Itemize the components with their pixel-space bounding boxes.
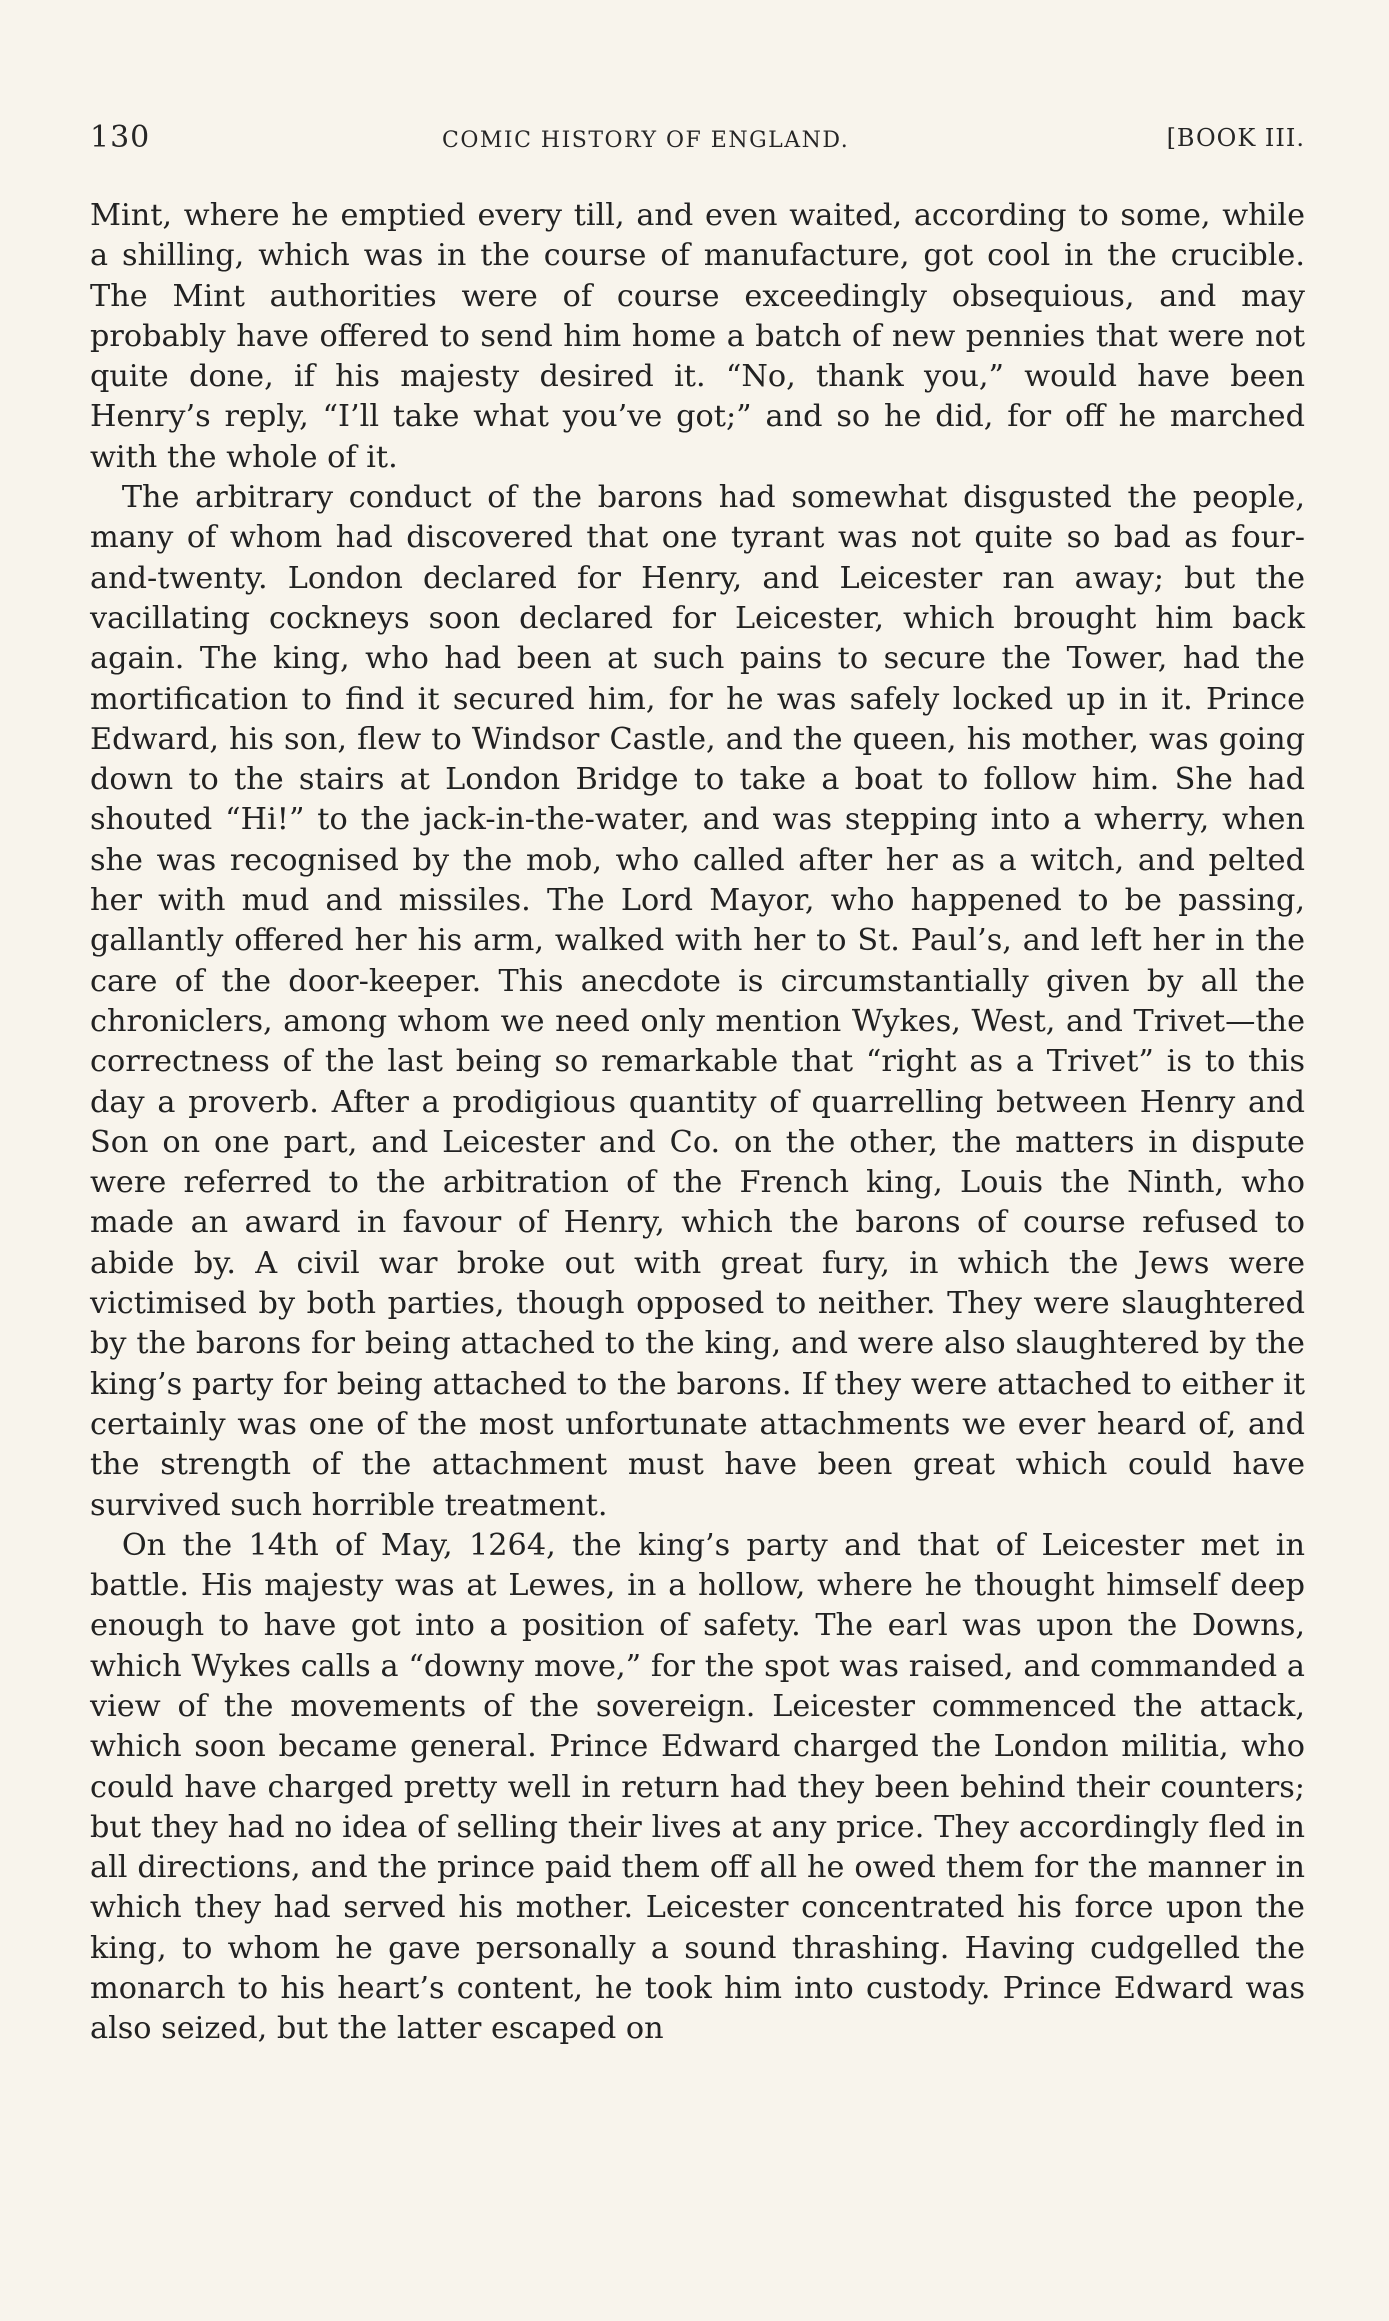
- running-head: [90, 120, 1305, 164]
- paragraph-barons-conduct: The arbitrary conduct of the barons had somewhat disgusted the people, many of whom had discovered that one tyrant was not quite so bad as four-and-twenty. London declared for Henry, and Leicester ran away; but the vacillating cockneys soon declared for Leicester, which brought him back again. The king, who had been at such pains to secure the Tower, had the mortification to find it secured him, for he was safely locked up in it. Prince Edward, his son, flew to Windsor Castle, and the queen, his mother, was going down to the stairs at London Bridge to take a boat to follow him. She had shouted “Hi!” to the jack-in-the-water, and was stepping into a wherry, when she was recognised by the mob, who called after her as a witch, and pelted her with mud and missiles. The Lord Mayor, who happened to be passing, gallantly offered her his arm, walked with her to St. Paul’s, and left her in the care of the door-keeper. This anecdote is circumstantially given by all the chroniclers, among whom we need only mention Wykes, West, and Trivet—the correctness of the last being so remarkable that “right as a Trivet” is to this day a proverb. After a prodigious quantity of quarrelling between Henry and Son on one part, and Leicester and Co. on the other, the matters in dispute were referred to the arbitration of the French king, Louis the Ninth, who made an award in favour of Henry, which the barons of course refused to abide by. A civil war broke out with great fury, in which the Jews were victimised by both parties, though opposed to neither. They were slaughtered by the barons for being attached to the king, and were also slaughtered by the king’s party for being attached to the barons. If they were attached to either it certainly was one of the most unfortunate attachments we ever heard of, and the strength of the attachment must have been great which could have survived such horrible treatment.: [90, 480, 1305, 1523]
- book-marker: [BOOK III.: [1166, 124, 1305, 152]
- body-text: [90, 196, 1305, 2050]
- paragraph-battle-of-lewes: On the 14th of May, 1264, the king’s party and that of Leicester met in battle. His majesty was at Lewes, in a hollow, where he thought himself deep enough to have got into a position of safety. The earl was upon the Downs, which Wykes calls a “downy move,” for the spot was raised, and commanded a view of the movements of the sovereign. Leicester commenced the attack, which soon became general. Prince Edward charged the London militia, who could have charged pretty well in return had they been behind their counters; but they had no idea of selling their lives at any price. They accordingly fled in all directions, and the prince paid them off all he owed them for the manner in which they had served his mother. Leicester concentrated his force upon the king, to whom he gave personally a sound thrashing. Having cudgelled the monarch to his heart’s content, he took him into custody. Prince Edward was also seized, but the latter escaped on: [90, 1527, 1305, 2047]
- paragraph-mint: Mint, where he emptied every till, and even waited, according to some, while a shilling, which was in the course of manufacture, got cool in the crucible. The Mint authorities were of course exceedingly obsequious, and may probably have offered to send him home a batch of new pennies that were not quite done, if his majesty desired it. “No, thank you,” would have been Henry’s reply, “I’ll take what you’ve got;” and so he did, for off he marched with the whole of it.: [90, 198, 1305, 475]
- running-title: COMIC HISTORY OF ENGLAND.: [442, 128, 850, 153]
- page-number: 130: [90, 120, 151, 155]
